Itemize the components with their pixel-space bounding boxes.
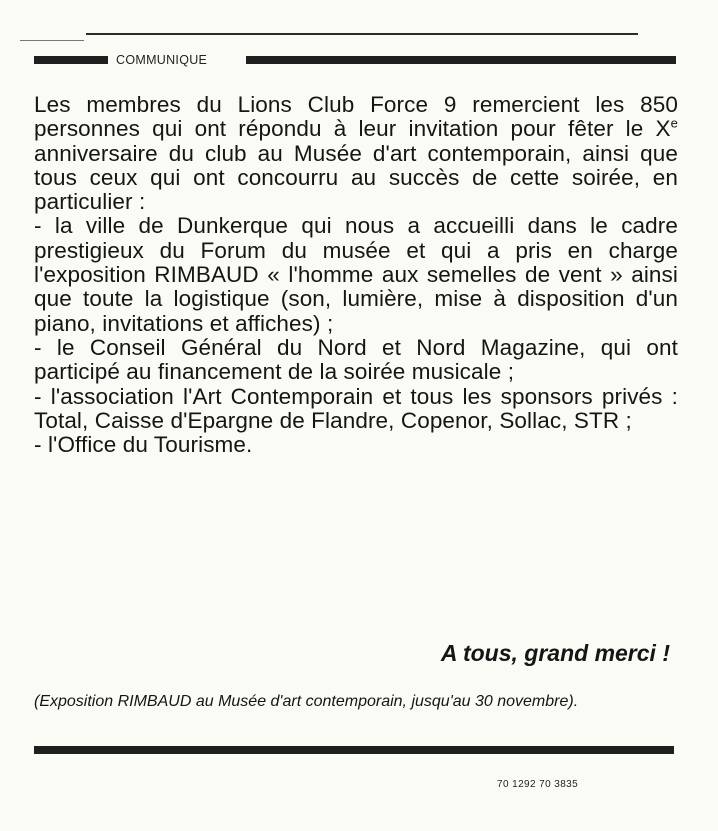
thanks-item-sponsors: - l'association l'Art Contemporain et tous les sponsors privés : Total, Caisse d'Epargne de Flandre, Copenor, Sollac, STR ; (34, 383, 678, 433)
thanks-item-city: - la ville de Dunkerque qui nous a accueilli dans le cadre prestigieux du Forum du musée et qui a pris en charge l'exposition RIMBAUD « l'homme aux semelles de vent » ainsi que toute la logistique (son, lumière, mise à disposition d'un piano, invitations et affiches) ; (34, 213, 678, 336)
intro-text-start: Les membres du Lions Club Force 9 remercient les 850 personnes qui ont répondu à leur invitation pour fêter le X (34, 92, 678, 142)
header-bar-left (34, 56, 108, 64)
section-label: COMMUNIQUE (116, 53, 208, 67)
thanks-item-council: - le Conseil Général du Nord et Nord Magazine, qui ont participé au financement de la soirée musicale ; (34, 334, 678, 385)
top-rule (86, 33, 638, 35)
intro-paragraph (34, 93, 678, 214)
bottom-rule (34, 746, 674, 754)
reference-code: 70 1292 70 3835 (497, 779, 579, 790)
section-header (34, 53, 676, 67)
header-bar-right (246, 56, 676, 64)
ordinal-superscript: e (670, 115, 678, 131)
closing-line: A tous, grand merci ! (440, 640, 670, 666)
announcement-body (34, 93, 678, 457)
intro-text-end: anniversaire du club au Musée d'art contemporain, ainsi que tous ceux qui ont concourru au succès de cette soirée, en particulier : (34, 140, 678, 215)
top-rule-fragment (20, 40, 84, 41)
thanks-item-tourism: - l'Office du Tourisme. (34, 432, 253, 458)
footnote: (Exposition RIMBAUD au Musée d'art contemporain, jusqu'au 30 novembre). (34, 693, 579, 710)
